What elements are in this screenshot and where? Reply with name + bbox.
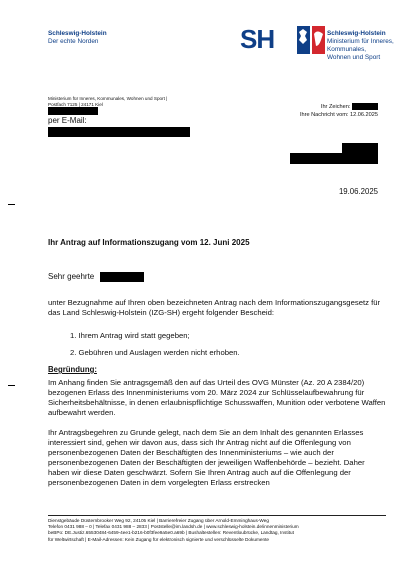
footer-divider <box>48 515 386 516</box>
footer <box>48 518 388 543</box>
intro-paragraph: unter Bezugnahme auf Ihren oben bezeichneten Antrag nach dem Informationszugangsgesetz für das Land Schleswig-Holstein (IZG-SH) ergeht folgender Bescheid: <box>48 298 381 317</box>
redaction-block <box>48 107 98 115</box>
paragraph-2: Ihr Antragsbegehren zu Grunde gelegt, nach dem Sie an dem Inhalt des genannten Erlasses interessiert sind, gehen wir davon aus, dass sich Ihr Antrag nicht auf die Offenlegung von personenbezogenen Daten der Beschäftigten des Innenministeriums – wie auch der personenbezogenen Daten der Beschäftigten der jeweiligen Waffenbehörde – bezieht. Daher haben wir diese Daten geschwärzt. Sofern Sie Ihren Antrag auch auf die Offenlegung der personenbezogenen Daten in dem vorgelegten Erlass erstrecken <box>48 428 365 487</box>
decision-item-1: 1. Ihrem Antrag wird statt gegeben; <box>70 331 190 340</box>
letter-date: 19.06.2025 <box>338 187 378 196</box>
ministry-line1: Schleswig-Holstein <box>327 30 386 37</box>
redaction-block <box>100 272 144 282</box>
footer-line1: Dienstgebäude Düsternbrooker Weg 92, 24105 Kiel | Barrierefreier Zugang über Arnold-Emminghaus-Weg <box>48 518 269 523</box>
per-email-label: per E-Mail: <box>48 116 87 125</box>
footer-line4: für Weltwirtschaft | E-Mail-Adressen: Kein Zugang für elektronisch signierte und verschlüsselte Dokumente <box>48 536 270 542</box>
salutation-text: Sehr geehrte <box>48 272 95 282</box>
ihr-zeichen-row <box>300 103 378 111</box>
state-logo-line1: Schleswig-Holstein <box>48 30 107 37</box>
state-logo <box>48 30 107 46</box>
reference-block <box>300 103 378 119</box>
redaction-block <box>352 103 378 110</box>
ministry-name <box>327 30 394 62</box>
redaction-block <box>290 153 378 164</box>
sender-line1: Ministerium für Inneres, Kommunales, Wohnen und Sport | <box>48 96 168 101</box>
decision-item-2: 2. Gebühren und Auslagen werden nicht erhoben. <box>70 348 240 357</box>
salutation <box>48 272 144 282</box>
footer-line3: beBPo: DE.Justiz.65530484-6459-4ee1-b216-b0f3fee9a5e0.a69b | Bushaltestellen: Reventloubrücke, Landtag, Institut <box>48 530 294 536</box>
footer-line2: Telefon 0431 988 – 0 | Telefax 0431 988 – 2833 | Poststelle@im.landsh.de | www.schleswig-holstein.de/innenministerium <box>48 524 299 530</box>
fold-mark <box>8 204 15 205</box>
redaction-block <box>48 127 190 137</box>
ministry-line4: Wohnen und Sport <box>327 54 381 61</box>
fold-mark <box>8 385 15 386</box>
ihr-zeichen-label: Ihr Zeichen: <box>320 104 351 110</box>
ministry-line3: Kommunales, <box>327 46 367 53</box>
subject-line: Ihr Antrag auf Informationszugang vom 12. Juni 2025 <box>48 238 250 247</box>
reasoning-heading: Begründung: <box>48 365 97 374</box>
redaction-block <box>342 143 378 153</box>
ihre-nachricht-label: Ihre Nachricht vom: 12.06.2025 <box>299 112 378 118</box>
sh-logo-mark: SH <box>240 24 275 54</box>
state-logo-line2: Der echte Norden <box>48 38 99 45</box>
paragraph-1: Im Anhang finden Sie antragsgemäß den auf das Urteil des OVG Münster (Az. 20 A 2384/20) bezogenen Erlass des Innenministeriums vom 20. März 2024 zur Schlüsselaufbewahrung für Sicherheitsbehältnisse, in denen erlaubnispflichtige Schusswaffen, Munition oder verbotene Waffen aufbewahrt werden. <box>48 378 386 417</box>
ministry-line2: Ministerium für Inneres, <box>327 38 394 45</box>
sender-line2: Postfach 7125 | 24171 Kiel <box>48 102 103 107</box>
coat-of-arms-icon <box>297 26 325 54</box>
